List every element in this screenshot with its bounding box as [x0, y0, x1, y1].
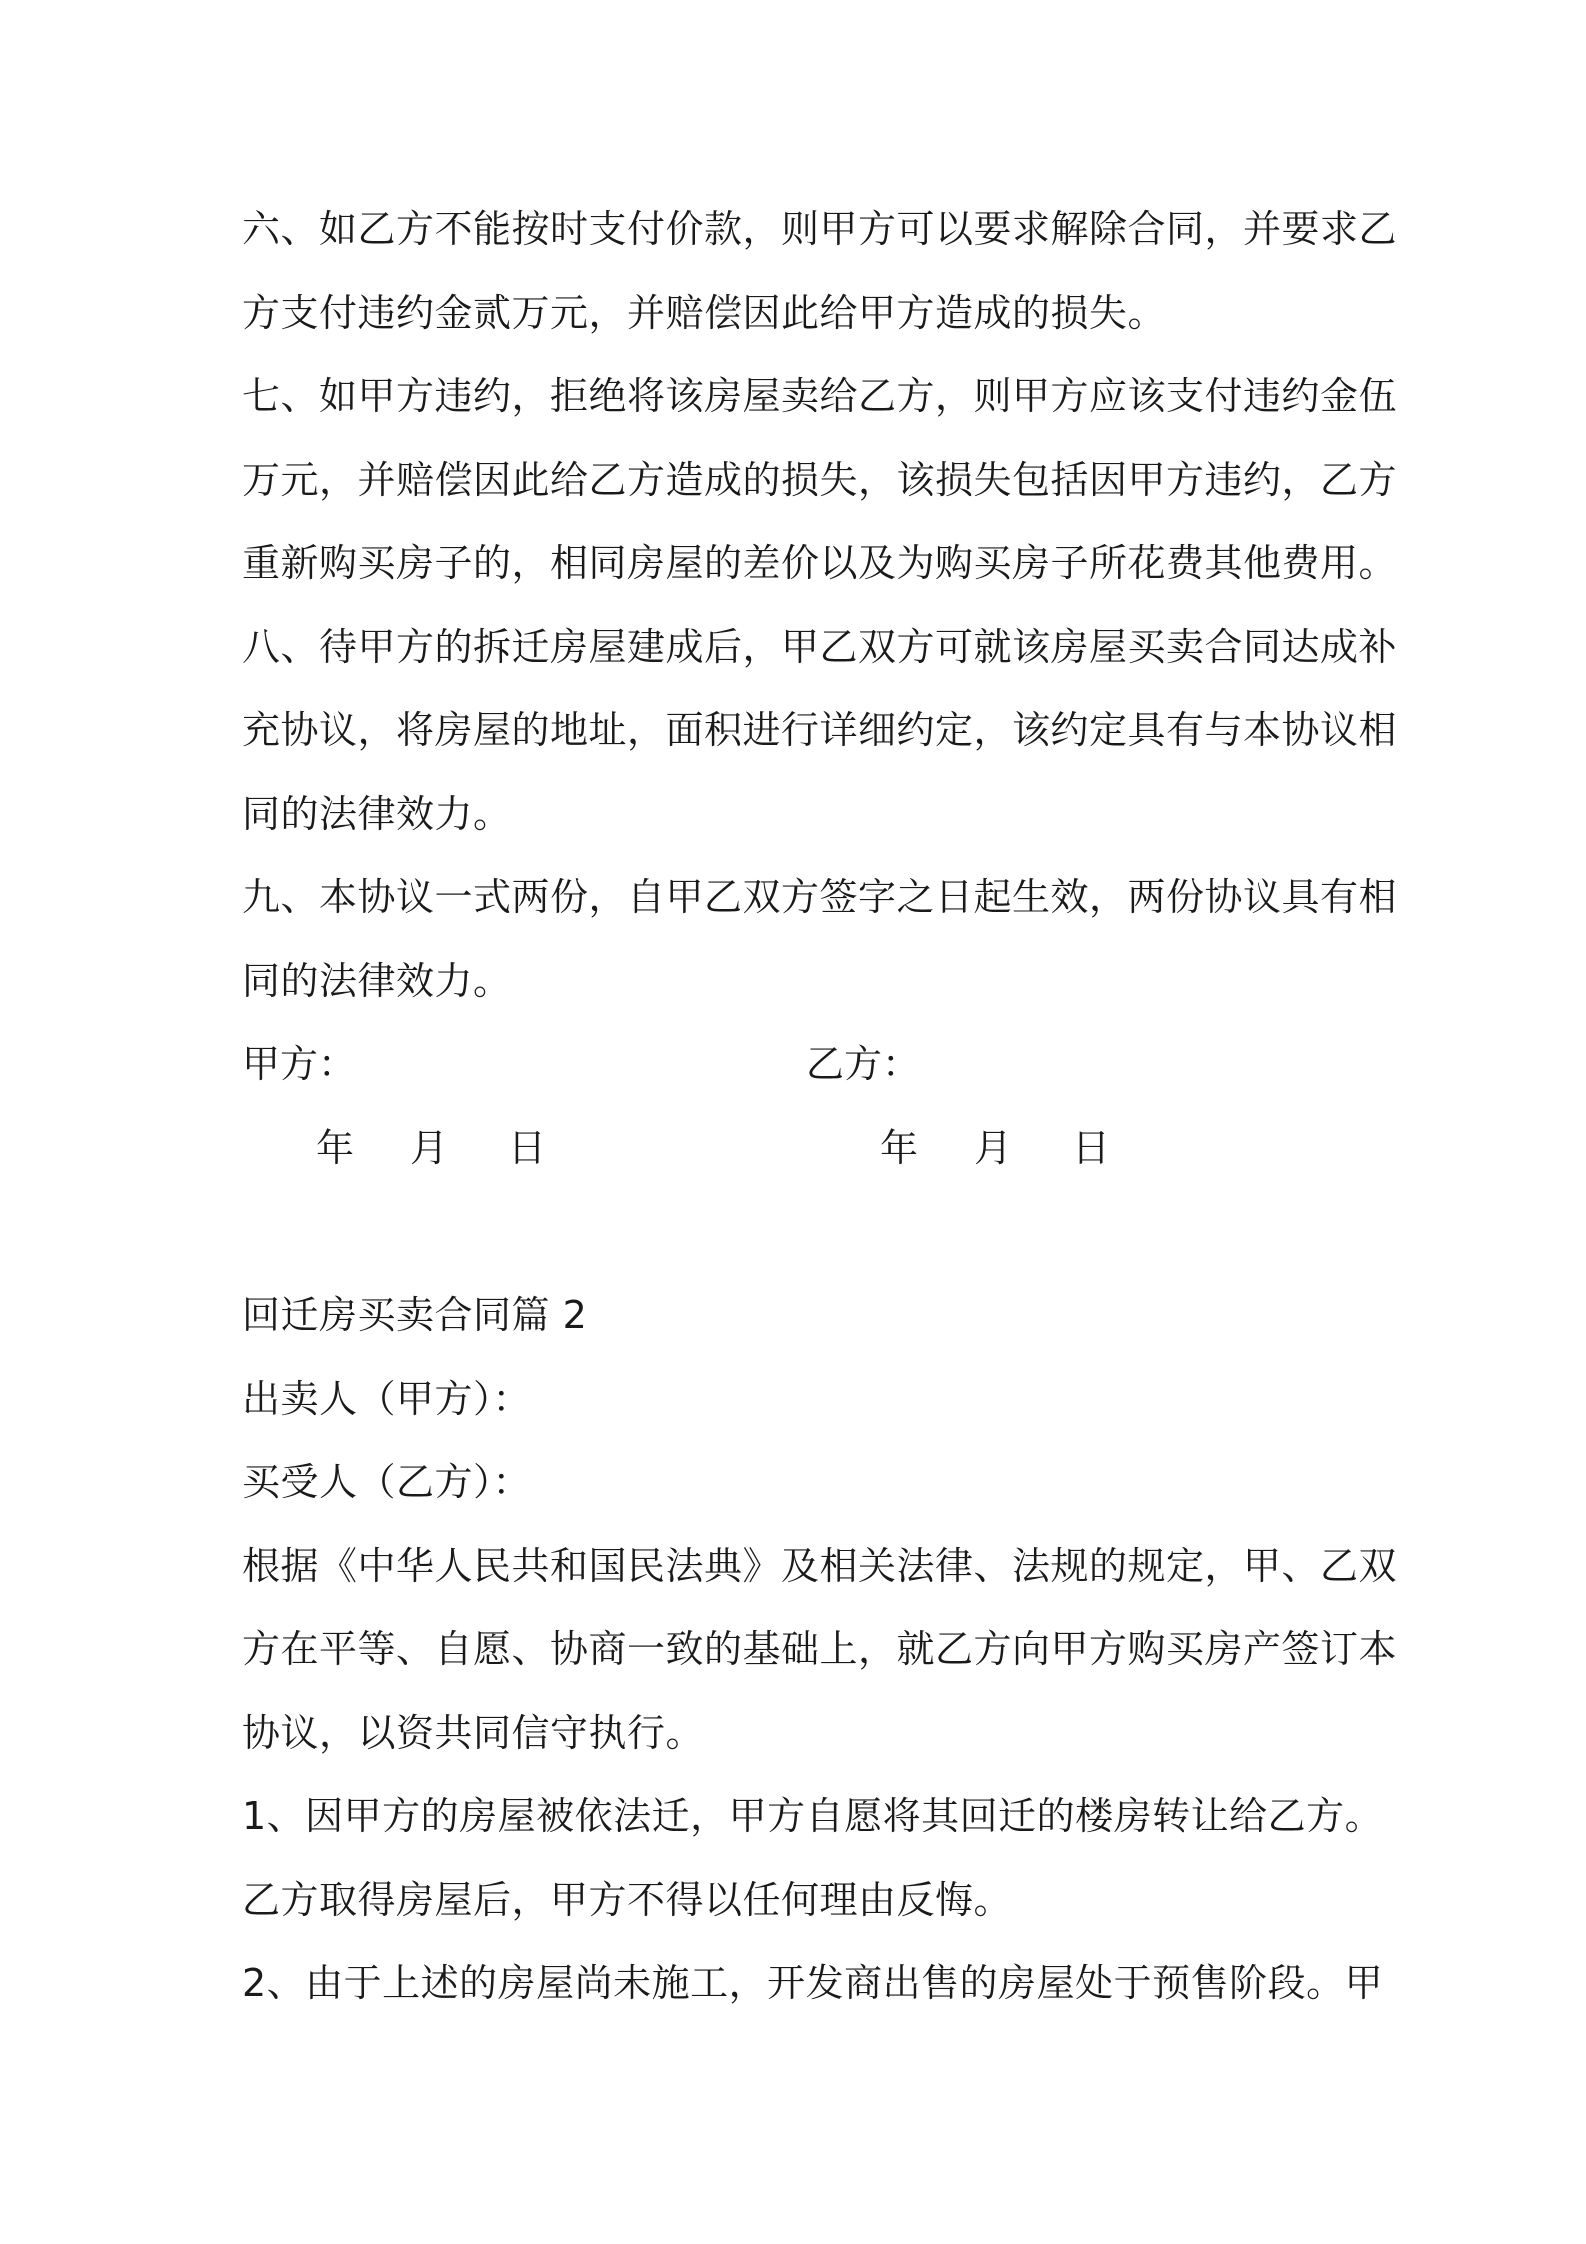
preamble-line-3: 协议，以资共同信守执行。 — [242, 1711, 705, 1755]
preamble-line-1: 根据《中华人民共和国民法典》及相关法律、法规的规定，甲、乙双 — [242, 1544, 1398, 1588]
party-a-signature-label: 甲方： — [242, 1042, 357, 1086]
clause-9-line-2: 同的法律效力。 — [242, 959, 512, 1003]
party-b-date-year: 年 — [880, 1126, 919, 1170]
clause-7-line-1: 七、如甲方违约，拒绝将该房屋卖给乙方，则甲方应该支付违约金伍 — [242, 374, 1398, 418]
clause-7-line-3: 重新购买房子的，相同房屋的差价以及为购买房子所花费其他费用。 — [242, 541, 1398, 585]
party-b-date-day: 日 — [1072, 1126, 1111, 1170]
party-a-date-day: 日 — [508, 1126, 547, 1170]
clause-8-line-2: 充协议，将房屋的地址，面积进行详细约定，该约定具有与本协议相 — [242, 708, 1398, 752]
clause-6-line-1: 六、如乙方不能按时支付价款，则甲方可以要求解除合同，并要求乙 — [242, 207, 1398, 251]
clause-8-line-1: 八、待甲方的拆迁房屋建成后，甲乙双方可就该房屋买卖合同达成补 — [242, 625, 1398, 669]
buyer-label: 买受人（乙方）： — [242, 1460, 532, 1504]
seller-label: 出卖人（甲方）： — [242, 1377, 532, 1421]
article-2-line-1: 2、由于上述的房屋尚未施工，开发商出售的房屋处于预售阶段。甲 — [242, 1961, 1384, 2005]
preamble-line-2: 方在平等、自愿、协商一致的基础上，就乙方向甲方购买房产签订本 — [242, 1627, 1398, 1671]
clause-6-line-2: 方支付违约金贰万元，并赔偿因此给甲方造成的损失。 — [242, 291, 1167, 335]
section-2-title: 回迁房买卖合同篇 2 — [242, 1293, 588, 1337]
party-b-date-month: 月 — [974, 1126, 1013, 1170]
clause-7-line-2: 万元，并赔偿因此给乙方造成的损失，该损失包括因甲方违约，乙方 — [242, 458, 1398, 502]
article-1-line-2: 乙方取得房屋后，甲方不得以任何理由反悔。 — [242, 1878, 1013, 1922]
clause-9-line-1: 九、本协议一式两份，自甲乙双方签字之日起生效，两份协议具有相 — [242, 875, 1398, 919]
clause-8-line-3: 同的法律效力。 — [242, 792, 512, 836]
party-a-date-year: 年 — [316, 1126, 355, 1170]
party-b-signature-label: 乙方： — [806, 1042, 921, 1086]
party-a-date-month: 月 — [410, 1126, 449, 1170]
article-1-line-1: 1、因甲方的房屋被依法迁，甲方自愿将其回迁的楼房转让给乙方。 — [242, 1794, 1384, 1838]
